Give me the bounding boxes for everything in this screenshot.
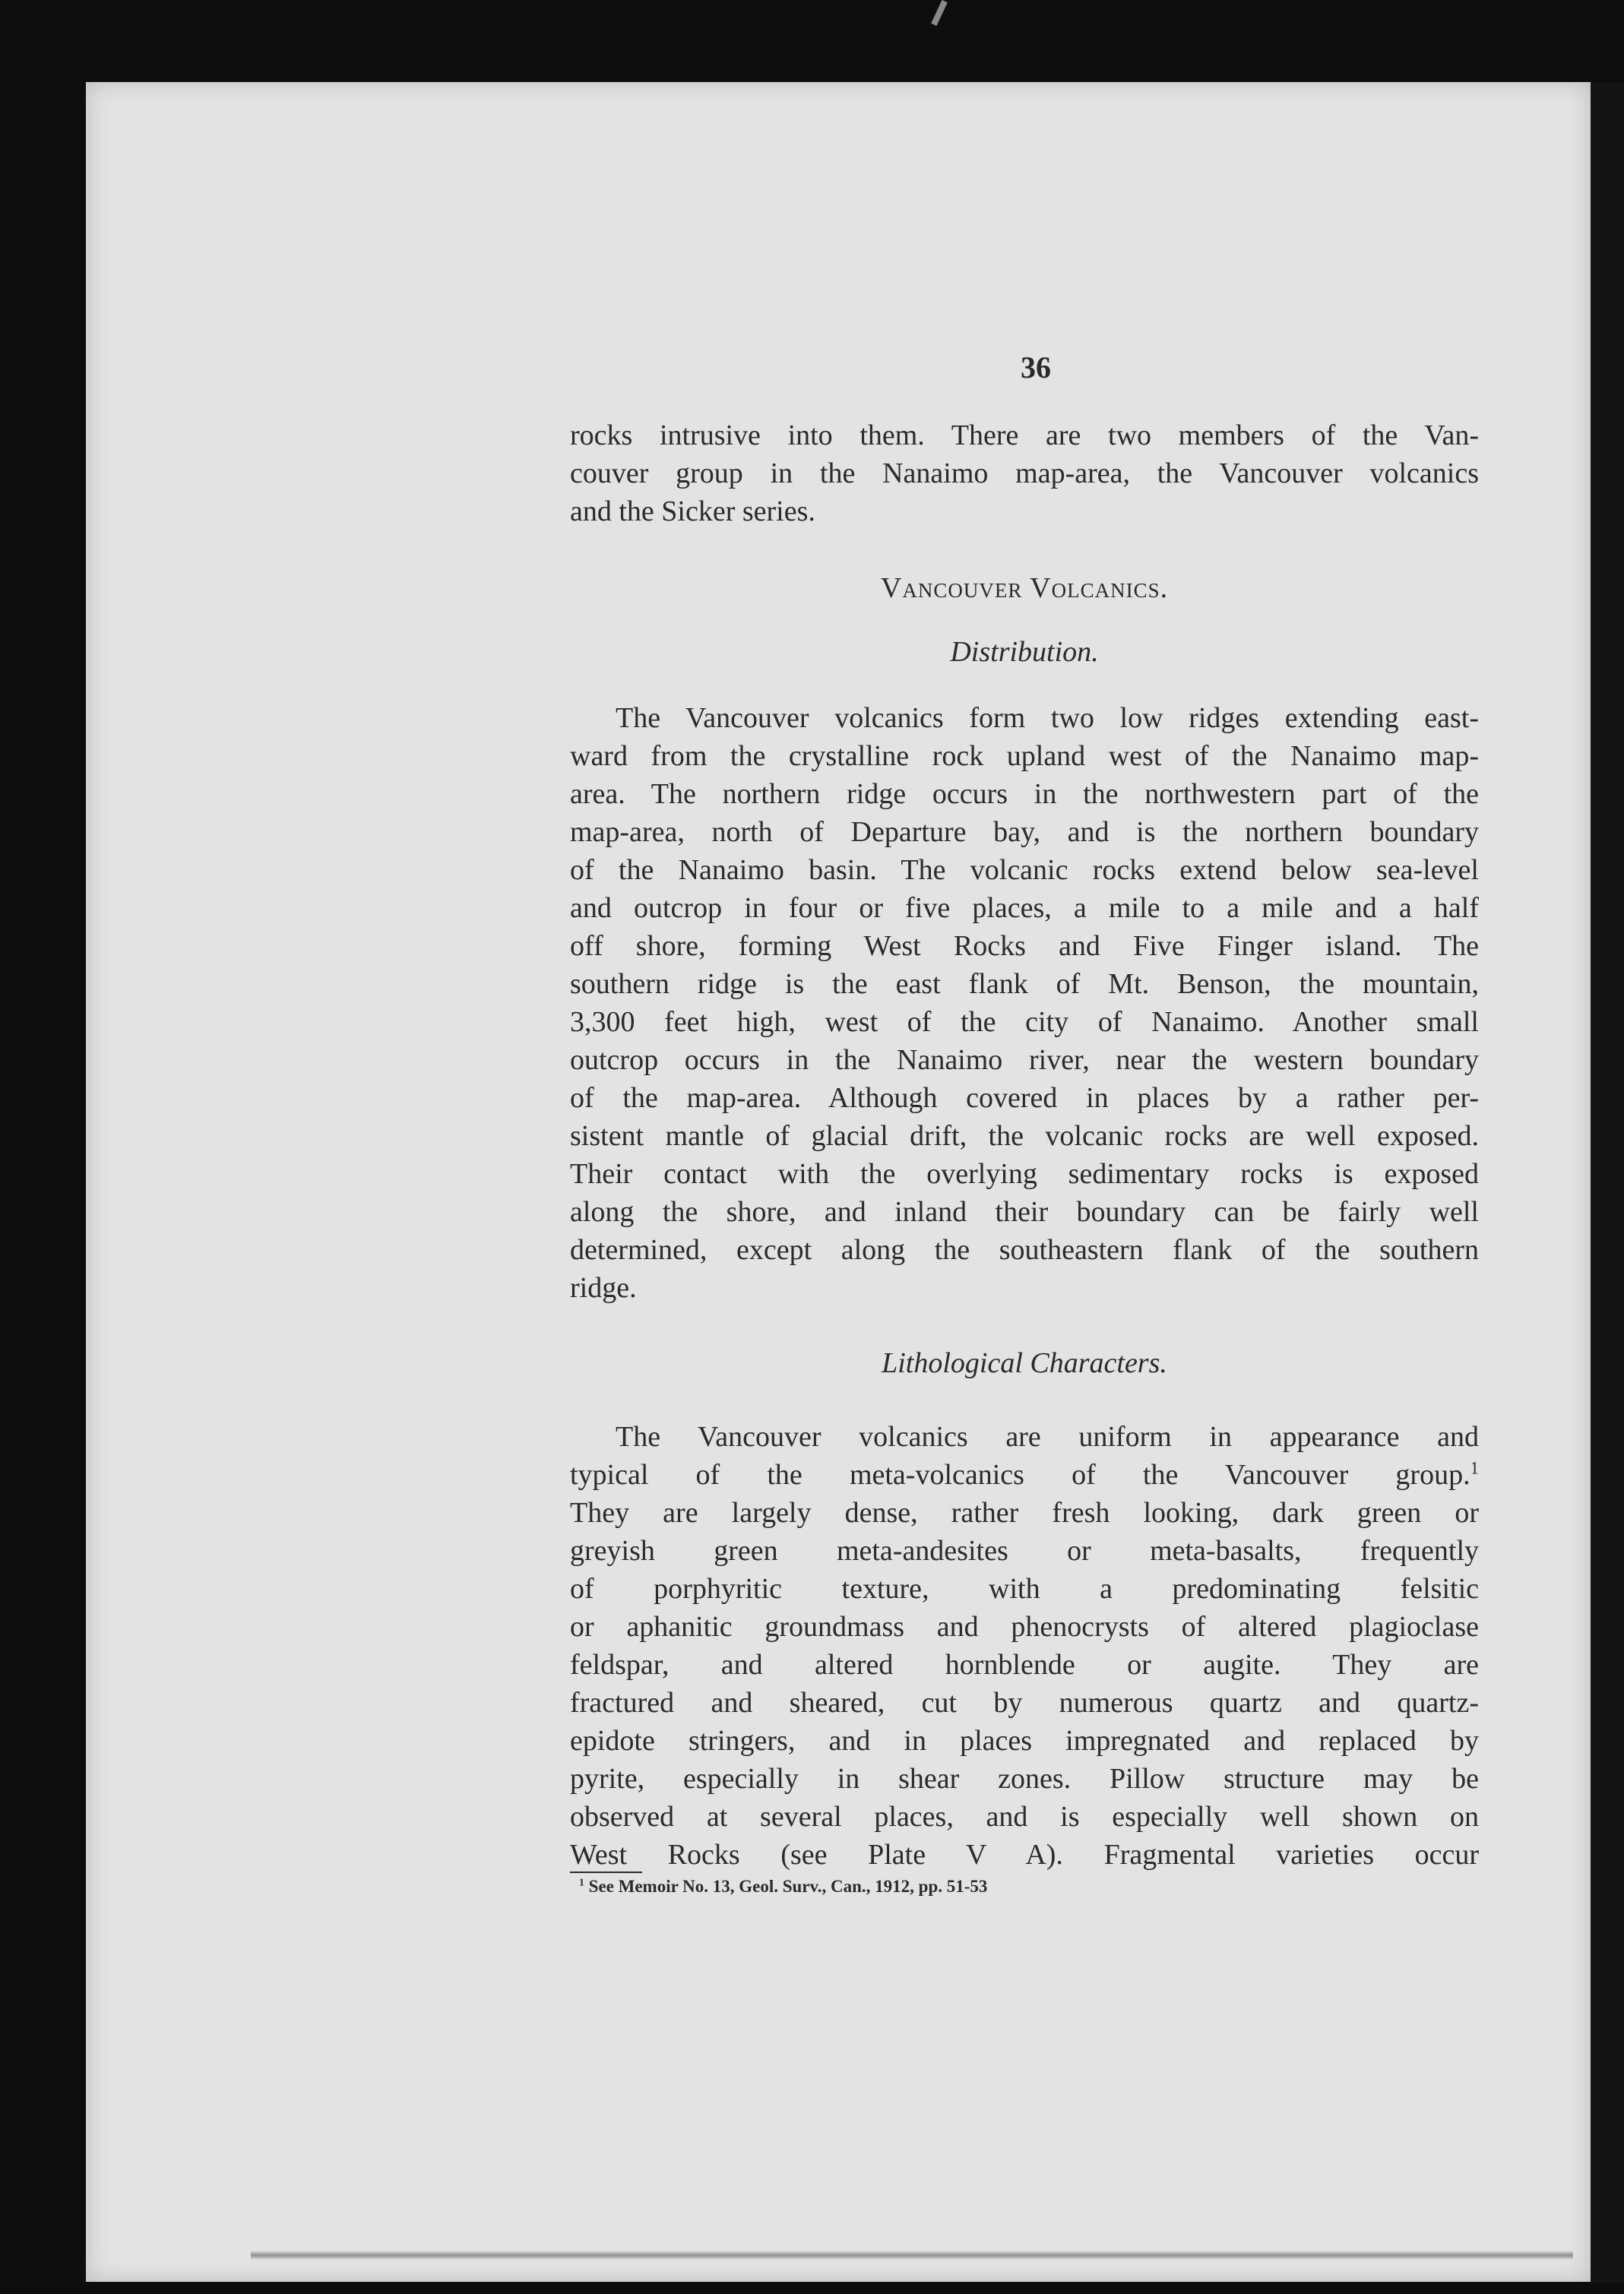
lithological-paragraph <box>570 1418 1479 1874</box>
distribution-line: Their contact with the overlying sedimentary rocks is exposed <box>570 1158 1479 1190</box>
distribution-line: map-area, north of Departure bay, and is the northern boundary <box>570 816 1479 848</box>
distribution-line: ward from the crystalline rock upland west of the Nanaimo map- <box>570 740 1479 772</box>
lithological-line <box>570 1456 1479 1494</box>
lithological-line: The Vancouver volcanics are uniform in appearance and <box>616 1421 1479 1453</box>
scan-mark <box>931 0 948 26</box>
lithological-line: pyrite, especially in shear zones. Pillow structure may be <box>570 1763 1479 1795</box>
section-heading: Vancouver Volcanics. <box>880 572 1169 604</box>
lithological-line: greyish green meta-andesites or meta-basalts, frequently <box>570 1535 1479 1567</box>
lithological-line-text: typical of the meta-volcanics of the Vancouver group. <box>570 1459 1470 1491</box>
page-edge-shadow <box>1591 82 1624 2282</box>
distribution-paragraph <box>570 699 1479 1307</box>
distribution-line: along the shore, and inland their boundary can be fairly well <box>570 1196 1479 1228</box>
footnote-marker: 1 <box>579 1876 584 1888</box>
intro-line: couver group in the Nanaimo map-area, the Vancouver volcanics <box>570 457 1479 489</box>
lithological-line: fractured and sheared, cut by numerous quartz and quartz- <box>570 1687 1479 1719</box>
distribution-line: of the map-area. Although covered in places by a rather per- <box>570 1082 1479 1114</box>
page-number: 36 <box>1021 350 1051 384</box>
distribution-line: area. The northern ridge occurs in the northwestern part of the <box>570 778 1479 810</box>
lithological-line: observed at several places, and is especially well shown on <box>570 1801 1479 1833</box>
page-bottom-edge <box>251 2251 1573 2260</box>
distribution-line: of the Nanaimo basin. The volcanic rocks extend below sea-level <box>570 854 1479 886</box>
lithological-line: or aphanitic groundmass and phenocrysts of altered plagioclase <box>570 1611 1479 1643</box>
intro-line: rocks intrusive into them. There are two members of the Van- <box>570 419 1479 451</box>
intro-paragraph <box>570 416 1479 530</box>
lithological-line: of porphyritic texture, with a predominating felsitic <box>570 1573 1479 1605</box>
lithological-line: West Rocks (see Plate V A). Fragmental varieties occur <box>570 1839 1479 1871</box>
distribution-line: and outcrop in four or five places, a mile to a mile and a half <box>570 892 1479 924</box>
lithological-line: epidote stringers, and in places impregnated and replaced by <box>570 1725 1479 1757</box>
distribution-line: The Vancouver volcanics form two low ridges extending east- <box>616 702 1479 734</box>
lithological-line: They are largely dense, rather fresh looking, dark green or <box>570 1497 1479 1529</box>
footnote-divider <box>570 1872 642 1873</box>
distribution-line: sistent mantle of glacial drift, the volcanic rocks are well exposed. <box>570 1120 1479 1152</box>
distribution-line: determined, except along the southeastern flank of the southern <box>570 1234 1479 1266</box>
distribution-line: southern ridge is the east flank of Mt. Benson, the mountain, <box>570 968 1479 1000</box>
lithological-line: feldspar, and altered hornblende or augite. They are <box>570 1649 1479 1681</box>
distribution-line: off shore, forming West Rocks and Five Finger island. The <box>570 930 1479 962</box>
footnote-reference: 1 <box>1470 1458 1479 1478</box>
footnote <box>579 1877 987 1897</box>
lithological-heading: Lithological Characters. <box>882 1347 1167 1379</box>
distribution-heading: Distribution. <box>950 636 1099 668</box>
distribution-line: 3,300 feet high, west of the city of Nanaimo. Another small <box>570 1006 1479 1038</box>
intro-line: and the Sicker series. <box>570 495 815 527</box>
footnote-text: See Memoir No. 13, Geol. Surv., Can., 1912, pp. 51-53 <box>588 1877 988 1896</box>
distribution-line: outcrop occurs in the Nanaimo river, near the western boundary <box>570 1044 1479 1076</box>
distribution-line: ridge. <box>570 1272 637 1304</box>
